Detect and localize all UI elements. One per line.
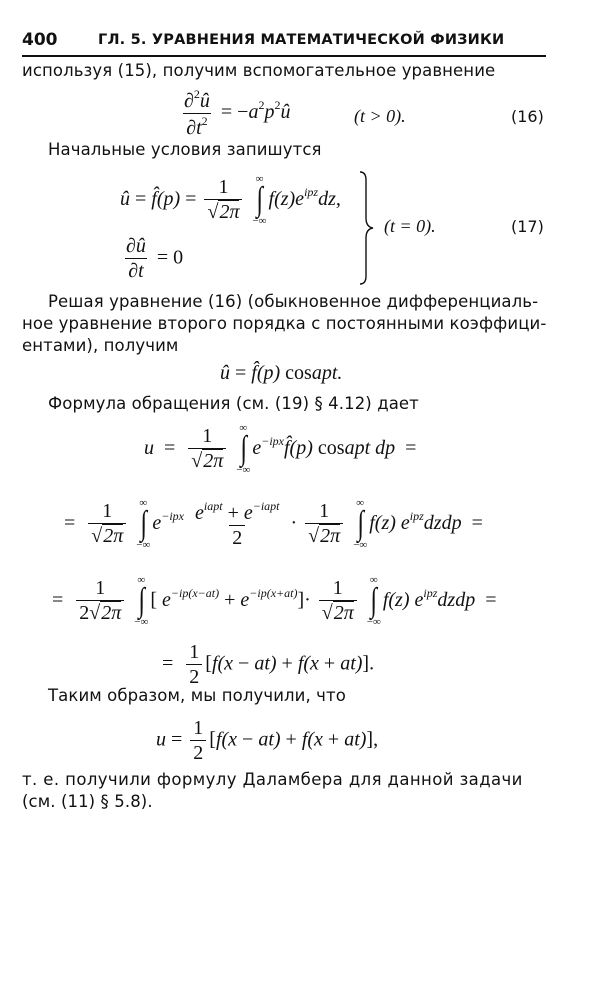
eq17-condition: (t = 0). [384, 216, 436, 236]
equation-16: $\frac{\partial^2û}{\partial t^2}$ = $-a^2p^2û$ [184, 87, 291, 139]
paragraph-4: Формула обращения (см. (19) § 4.12) дает [48, 394, 419, 413]
page-number: 400 [22, 30, 58, 50]
paragraph-1: используя (15), получим вспомогательное уравнение [22, 61, 496, 80]
paragraph-3-line3: ентами), получим [22, 336, 179, 355]
paragraph-2: Начальные условия запишутся [48, 140, 322, 159]
running-title: ГЛ. 5. УРАВНЕНИЯ МАТЕМАТИЧЕСКОЙ ФИЗИКИ [98, 32, 505, 48]
eq16-condition: (t > 0). [354, 106, 406, 126]
right-brace [358, 170, 376, 286]
eq17-number: (17) [511, 217, 544, 236]
equation-17-line2: $\frac{\partial û}{\partial t}$ = 0 [126, 235, 184, 282]
paragraph-6-line1: т. е. получили формулу Даламбера для данной задачи [22, 770, 523, 789]
paragraph-5: Таким образом, мы получили, что [48, 686, 346, 705]
inverse-formula-line3: = $\frac{1}{2√2\pi}$ ∞ ∫ −∞ [ $e^{-ip(x-at)} + e^{-ip(x+at)}]\cdot$ $\frac{1}{√2\pi}$ ∞ ∫ −∞ f(z) $e^{ipz}dzdp$ = [52, 574, 497, 628]
solution-equation: û = f̂(p) cosapt. [220, 362, 343, 384]
paragraph-3-line1: Решая уравнение (16) (обыкновенное дифференциаль- [48, 292, 539, 311]
equation-17-line1: û = f̂(p) = $\frac{1}{√2\pi}$ ∞ ∫ −∞ $f(z)e^{ipz}dz$, [120, 173, 341, 227]
paragraph-6-line2: (см. (11) § 5.8). [22, 792, 153, 811]
inverse-formula-line2: = $\frac{1}{√2\pi}$ ∞ ∫ −∞ $e^{-ipx}$ $\frac{e^{iapt} + e^{-iapt}}{2}$ · $\frac{1}{√2\pi}$ ∞ ∫ −∞ f(z) $e^{ipz}dzdp$ = [64, 497, 483, 551]
eq16-number: (16) [511, 107, 544, 126]
dalembert-formula: u = $\frac{1}{2}$ [f(x − at) + f(x + at)], [156, 717, 379, 764]
inverse-formula-line4: = $\frac{1}{2}$ [f(x − at) + f(x + at)]. [162, 641, 375, 688]
paragraph-3-line2: ное уравнение второго порядка с постоянными коэффици- [22, 314, 547, 333]
inverse-formula-line1: u = $\frac{1}{√2\pi}$ ∞ ∫ −∞ $e^{-ipx}f̂(p)$ cosapt dp = [144, 422, 417, 476]
header-rule [22, 55, 546, 57]
